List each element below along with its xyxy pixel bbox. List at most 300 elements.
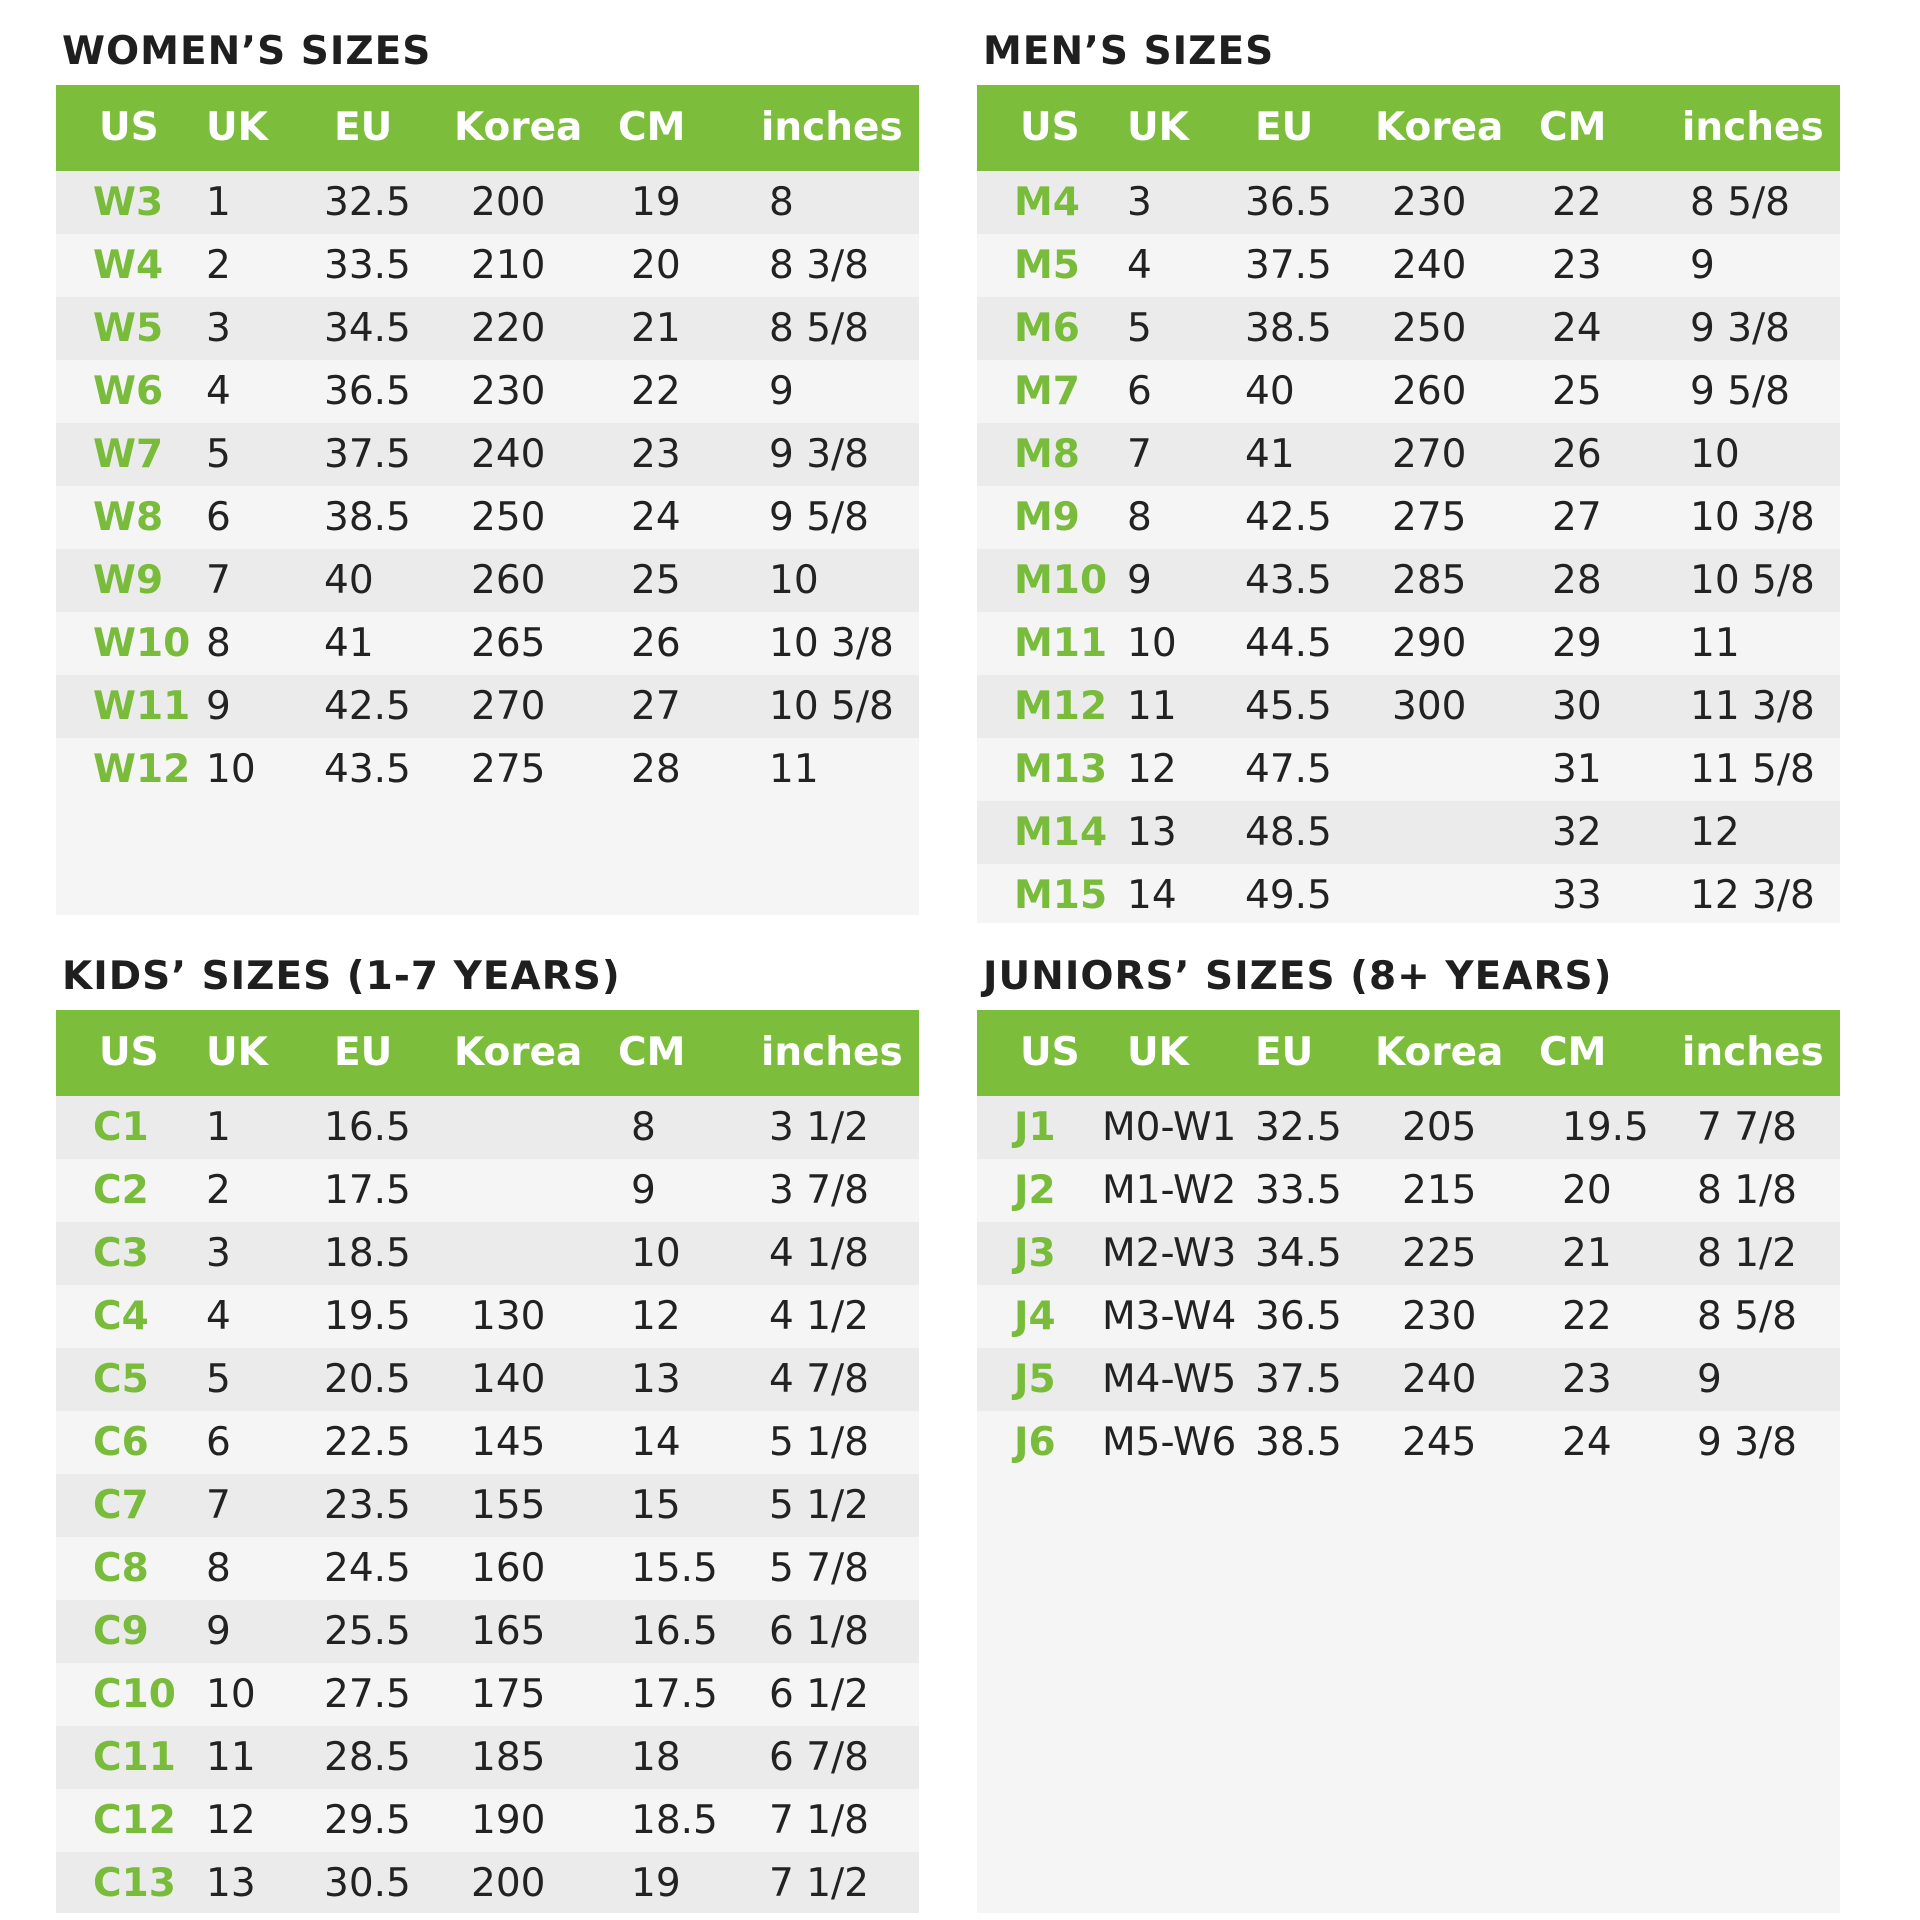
cell-eu: 33.5: [324, 243, 411, 288]
cell-us: M14: [1014, 810, 1108, 855]
cell-us: M7: [1014, 369, 1080, 414]
cell-eu: 17.5: [324, 1168, 411, 1213]
cell-uk: 5: [206, 1357, 231, 1402]
cell-uk: 1: [206, 180, 231, 225]
cell-uk: 7: [206, 1483, 231, 1528]
cell-cm: 8: [631, 1105, 656, 1150]
cell-inches: 9 3/8: [769, 432, 869, 477]
cell-eu: 40: [324, 558, 374, 603]
cell-cm: 15.5: [631, 1546, 718, 1591]
cell-uk: 9: [206, 1609, 231, 1654]
cell-inches: 10 5/8: [1690, 558, 1815, 603]
cell-cm: 19: [631, 180, 681, 225]
column-header-uk: UK: [206, 105, 268, 150]
cell-korea: 290: [1392, 621, 1467, 666]
cell-cm: 31: [1552, 747, 1602, 792]
cell-korea: 230: [471, 369, 546, 414]
cell-korea: 260: [1392, 369, 1467, 414]
cell-us: C1: [93, 1105, 149, 1150]
cell-korea: 190: [471, 1798, 546, 1843]
column-header-cm: CM: [1539, 105, 1607, 150]
table-row: [977, 612, 1840, 675]
cell-uk: M0-W1: [1102, 1105, 1237, 1150]
cell-korea: 270: [1392, 432, 1467, 477]
table-row: [56, 1852, 919, 1913]
cell-us: J5: [1014, 1357, 1056, 1402]
cell-inches: 5 1/2: [769, 1483, 869, 1528]
table-row: [56, 1348, 919, 1411]
cell-inches: 10 5/8: [769, 684, 894, 729]
cell-eu: 34.5: [324, 306, 411, 351]
cell-eu: 32.5: [1255, 1105, 1342, 1150]
cell-inches: 6 1/8: [769, 1609, 869, 1654]
table-row: [56, 1474, 919, 1537]
table-row: [977, 549, 1840, 612]
cell-us: J2: [1014, 1168, 1056, 1213]
cell-cm: 28: [631, 747, 681, 792]
cell-us: C10: [93, 1672, 176, 1717]
cell-korea: 285: [1392, 558, 1467, 603]
cell-us: C4: [93, 1294, 149, 1339]
size-table: [56, 85, 919, 915]
cell-inches: 9 3/8: [1697, 1420, 1797, 1465]
table-row: [56, 1537, 919, 1600]
column-header-korea: Korea: [1375, 1030, 1504, 1075]
cell-inches: 6 1/2: [769, 1672, 869, 1717]
cell-cm: 18.5: [631, 1798, 718, 1843]
cell-cm: 19.5: [1562, 1105, 1649, 1150]
table-row: [977, 801, 1840, 864]
cell-inches: 11 5/8: [1690, 747, 1815, 792]
cell-korea: 185: [471, 1735, 546, 1780]
cell-eu: 48.5: [1245, 810, 1332, 855]
cell-uk: 10: [206, 1672, 256, 1717]
cell-cm: 32: [1552, 810, 1602, 855]
cell-inches: 9 5/8: [769, 495, 869, 540]
cell-korea: 220: [471, 306, 546, 351]
cell-eu: 22.5: [324, 1420, 411, 1465]
cell-eu: 40: [1245, 369, 1295, 414]
cell-korea: 160: [471, 1546, 546, 1591]
cell-inches: 7 1/2: [769, 1861, 869, 1906]
cell-uk: M2-W3: [1102, 1231, 1237, 1276]
column-header-us: US: [99, 105, 159, 150]
cell-eu: 27.5: [324, 1672, 411, 1717]
cell-us: C3: [93, 1231, 149, 1276]
cell-korea: 275: [1392, 495, 1467, 540]
cell-cm: 9: [631, 1168, 656, 1213]
column-header-eu: EU: [1255, 105, 1314, 150]
cell-us: C11: [93, 1735, 176, 1780]
cell-inches: 8 1/2: [1697, 1231, 1797, 1276]
cell-us: W3: [93, 180, 164, 225]
cell-uk: M1-W2: [1102, 1168, 1237, 1213]
cell-eu: 37.5: [1255, 1357, 1342, 1402]
column-header-uk: UK: [1127, 1030, 1189, 1075]
cell-cm: 29: [1552, 621, 1602, 666]
cell-us: C13: [93, 1861, 176, 1906]
cell-uk: 12: [1127, 747, 1177, 792]
cell-eu: 37.5: [1245, 243, 1332, 288]
cell-inches: 8 3/8: [769, 243, 869, 288]
table-row: [56, 675, 919, 738]
cell-us: W9: [93, 558, 164, 603]
cell-us: C5: [93, 1357, 149, 1402]
cell-korea: 260: [471, 558, 546, 603]
cell-korea: 265: [471, 621, 546, 666]
size-table: [56, 1010, 919, 1913]
cell-korea: 155: [471, 1483, 546, 1528]
table-row: [977, 234, 1840, 297]
table-row: [56, 738, 919, 801]
cell-cm: 27: [1552, 495, 1602, 540]
table-row: [56, 486, 919, 549]
cell-uk: M3-W4: [1102, 1294, 1237, 1339]
cell-korea: 225: [1402, 1231, 1477, 1276]
cell-cm: 12: [631, 1294, 681, 1339]
cell-inches: 9 5/8: [1690, 369, 1790, 414]
table-row: [977, 360, 1840, 423]
table-row: [56, 549, 919, 612]
cell-eu: 47.5: [1245, 747, 1332, 792]
cell-inches: 6 7/8: [769, 1735, 869, 1780]
cell-korea: 240: [1402, 1357, 1477, 1402]
cell-inches: 8: [769, 180, 794, 225]
cell-eu: 23.5: [324, 1483, 411, 1528]
cell-cm: 23: [1552, 243, 1602, 288]
cell-inches: 7 1/8: [769, 1798, 869, 1843]
cell-cm: 22: [631, 369, 681, 414]
cell-korea: 240: [471, 432, 546, 477]
cell-inches: 8 5/8: [1690, 180, 1790, 225]
cell-inches: 8 1/8: [1697, 1168, 1797, 1213]
table-row: [56, 423, 919, 486]
table-row: [56, 1222, 919, 1285]
cell-inches: 3 7/8: [769, 1168, 869, 1213]
cell-eu: 38.5: [324, 495, 411, 540]
cell-uk: 8: [1127, 495, 1152, 540]
cell-inches: 9: [1697, 1357, 1722, 1402]
column-header-inches: inches: [1682, 105, 1824, 150]
column-header-eu: EU: [334, 1030, 393, 1075]
cell-us: W5: [93, 306, 164, 351]
cell-us: W6: [93, 369, 164, 414]
cell-uk: 12: [206, 1798, 256, 1843]
cell-uk: 11: [206, 1735, 256, 1780]
cell-inches: 11: [769, 747, 819, 792]
table-row: [56, 1663, 919, 1726]
cell-us: C8: [93, 1546, 149, 1591]
cell-uk: 4: [1127, 243, 1152, 288]
cell-eu: 18.5: [324, 1231, 411, 1276]
cell-inches: 12 3/8: [1690, 873, 1815, 918]
cell-korea: 230: [1402, 1294, 1477, 1339]
cell-eu: 36.5: [1245, 180, 1332, 225]
cell-us: J3: [1014, 1231, 1056, 1276]
cell-eu: 24.5: [324, 1546, 411, 1591]
cell-eu: 28.5: [324, 1735, 411, 1780]
cell-cm: 20: [1562, 1168, 1612, 1213]
cell-us: C2: [93, 1168, 149, 1213]
cell-eu: 38.5: [1255, 1420, 1342, 1465]
cell-uk: 6: [206, 495, 231, 540]
cell-cm: 16.5: [631, 1609, 718, 1654]
cell-uk: 13: [206, 1861, 256, 1906]
cell-eu: 41: [1245, 432, 1295, 477]
cell-us: M4: [1014, 180, 1080, 225]
column-header-eu: EU: [334, 105, 393, 150]
cell-us: M11: [1014, 621, 1108, 666]
cell-us: W10: [93, 621, 191, 666]
cell-inches: 9: [769, 369, 794, 414]
column-header-eu: EU: [1255, 1030, 1314, 1075]
cell-inches: 11 3/8: [1690, 684, 1815, 729]
section-title: MEN’S SIZES: [983, 29, 1275, 74]
cell-korea: 205: [1402, 1105, 1477, 1150]
size-table: [977, 1010, 1840, 1913]
cell-us: W4: [93, 243, 164, 288]
cell-eu: 43.5: [1245, 558, 1332, 603]
cell-korea: 200: [471, 180, 546, 225]
section-title: JUNIORS’ SIZES (8+ YEARS): [983, 954, 1613, 999]
cell-uk: 13: [1127, 810, 1177, 855]
cell-korea: 210: [471, 243, 546, 288]
cell-eu: 42.5: [324, 684, 411, 729]
cell-inches: 10: [1690, 432, 1740, 477]
cell-inches: 5 7/8: [769, 1546, 869, 1591]
cell-uk: M5-W6: [1102, 1420, 1237, 1465]
cell-uk: 4: [206, 369, 231, 414]
cell-uk: M4-W5: [1102, 1357, 1237, 1402]
cell-eu: 45.5: [1245, 684, 1332, 729]
cell-inches: 11: [1690, 621, 1740, 666]
table-row: [977, 738, 1840, 801]
column-header-uk: UK: [206, 1030, 268, 1075]
cell-us: W11: [93, 684, 191, 729]
cell-us: M8: [1014, 432, 1080, 477]
cell-uk: 4: [206, 1294, 231, 1339]
cell-cm: 22: [1562, 1294, 1612, 1339]
column-header-us: US: [1020, 1030, 1080, 1075]
section-title: WOMEN’S SIZES: [62, 29, 432, 74]
cell-cm: 24: [1552, 306, 1602, 351]
cell-cm: 28: [1552, 558, 1602, 603]
column-header-us: US: [1020, 105, 1080, 150]
cell-uk: 5: [206, 432, 231, 477]
cell-cm: 22: [1552, 180, 1602, 225]
column-header-inches: inches: [761, 1030, 903, 1075]
cell-inches: 9: [1690, 243, 1715, 288]
cell-uk: 9: [206, 684, 231, 729]
cell-eu: 42.5: [1245, 495, 1332, 540]
cell-eu: 38.5: [1245, 306, 1332, 351]
table-header: [56, 1010, 919, 1096]
cell-uk: 8: [206, 1546, 231, 1591]
cell-us: J1: [1014, 1105, 1056, 1150]
table-row: [56, 1600, 919, 1663]
table-row: [56, 612, 919, 675]
table-row: [977, 1285, 1840, 1348]
table-row: [977, 864, 1840, 923]
cell-cm: 21: [631, 306, 681, 351]
cell-korea: 200: [471, 1861, 546, 1906]
cell-cm: 14: [631, 1420, 681, 1465]
cell-inches: 10 3/8: [769, 621, 894, 666]
cell-uk: 7: [1127, 432, 1152, 477]
cell-eu: 49.5: [1245, 873, 1332, 918]
cell-cm: 24: [631, 495, 681, 540]
column-header-inches: inches: [761, 105, 903, 150]
column-header-inches: inches: [1682, 1030, 1824, 1075]
table-row: [977, 171, 1840, 234]
cell-us: J6: [1014, 1420, 1056, 1465]
cell-eu: 44.5: [1245, 621, 1332, 666]
column-header-uk: UK: [1127, 105, 1189, 150]
cell-cm: 10: [631, 1231, 681, 1276]
cell-us: W8: [93, 495, 164, 540]
table-row: [56, 1096, 919, 1159]
cell-korea: 245: [1402, 1420, 1477, 1465]
cell-uk: 10: [1127, 621, 1177, 666]
cell-cm: 21: [1562, 1231, 1612, 1276]
cell-cm: 23: [1562, 1357, 1612, 1402]
cell-korea: 145: [471, 1420, 546, 1465]
cell-korea: 270: [471, 684, 546, 729]
cell-eu: 29.5: [324, 1798, 411, 1843]
cell-uk: 7: [206, 558, 231, 603]
cell-korea: 215: [1402, 1168, 1477, 1213]
table-row: [56, 1411, 919, 1474]
table-row: [977, 1222, 1840, 1285]
cell-uk: 6: [206, 1420, 231, 1465]
cell-uk: 6: [1127, 369, 1152, 414]
table-row: [56, 171, 919, 234]
cell-us: C12: [93, 1798, 176, 1843]
cell-cm: 25: [1552, 369, 1602, 414]
table-row: [56, 1159, 919, 1222]
cell-cm: 24: [1562, 1420, 1612, 1465]
cell-inches: 3 1/2: [769, 1105, 869, 1150]
cell-eu: 20.5: [324, 1357, 411, 1402]
cell-cm: 17.5: [631, 1672, 718, 1717]
cell-korea: 250: [1392, 306, 1467, 351]
cell-eu: 36.5: [324, 369, 411, 414]
cell-uk: 3: [206, 306, 231, 351]
cell-uk: 8: [206, 621, 231, 666]
cell-us: M12: [1014, 684, 1108, 729]
cell-cm: 23: [631, 432, 681, 477]
cell-cm: 27: [631, 684, 681, 729]
cell-inches: 4 7/8: [769, 1357, 869, 1402]
table-row: [56, 1285, 919, 1348]
table-row: [977, 297, 1840, 360]
cell-inches: 4 1/8: [769, 1231, 869, 1276]
cell-inches: 8 5/8: [769, 306, 869, 351]
cell-eu: 16.5: [324, 1105, 411, 1150]
table-row: [56, 360, 919, 423]
cell-inches: 10 3/8: [1690, 495, 1815, 540]
cell-uk: 14: [1127, 873, 1177, 918]
cell-inches: 5 1/8: [769, 1420, 869, 1465]
cell-cm: 33: [1552, 873, 1602, 918]
cell-uk: 5: [1127, 306, 1152, 351]
cell-korea: 250: [471, 495, 546, 540]
cell-korea: 130: [471, 1294, 546, 1339]
cell-us: W7: [93, 432, 164, 477]
cell-inches: 9 3/8: [1690, 306, 1790, 351]
cell-korea: 300: [1392, 684, 1467, 729]
cell-eu: 36.5: [1255, 1294, 1342, 1339]
cell-uk: 3: [1127, 180, 1152, 225]
section-title: KIDS’ SIZES (1-7 YEARS): [62, 954, 621, 999]
cell-us: W12: [93, 747, 191, 792]
cell-eu: 19.5: [324, 1294, 411, 1339]
cell-us: M15: [1014, 873, 1108, 918]
cell-eu: 37.5: [324, 432, 411, 477]
column-header-cm: CM: [618, 1030, 686, 1075]
cell-eu: 32.5: [324, 180, 411, 225]
table-row: [977, 1411, 1840, 1474]
cell-cm: 15: [631, 1483, 681, 1528]
cell-cm: 18: [631, 1735, 681, 1780]
cell-us: M6: [1014, 306, 1080, 351]
cell-inches: 8 5/8: [1697, 1294, 1797, 1339]
table-header: [56, 85, 919, 171]
table-row: [56, 1726, 919, 1789]
cell-us: J4: [1014, 1294, 1056, 1339]
table-row: [977, 675, 1840, 738]
table-header: [977, 1010, 1840, 1096]
table-row: [56, 297, 919, 360]
table-row: [977, 423, 1840, 486]
cell-cm: 26: [631, 621, 681, 666]
table-row: [977, 486, 1840, 549]
cell-cm: 30: [1552, 684, 1602, 729]
cell-inches: 12: [1690, 810, 1740, 855]
cell-korea: 165: [471, 1609, 546, 1654]
cell-eu: 30.5: [324, 1861, 411, 1906]
cell-us: C7: [93, 1483, 149, 1528]
cell-cm: 19: [631, 1861, 681, 1906]
column-header-korea: Korea: [454, 105, 583, 150]
cell-eu: 41: [324, 621, 374, 666]
column-header-cm: CM: [1539, 1030, 1607, 1075]
table-row: [977, 1348, 1840, 1411]
column-header-cm: CM: [618, 105, 686, 150]
cell-us: C6: [93, 1420, 149, 1465]
column-header-korea: Korea: [454, 1030, 583, 1075]
cell-cm: 20: [631, 243, 681, 288]
cell-uk: 9: [1127, 558, 1152, 603]
table-row: [56, 234, 919, 297]
cell-eu: 34.5: [1255, 1231, 1342, 1276]
cell-eu: 25.5: [324, 1609, 411, 1654]
table-row: [977, 1159, 1840, 1222]
cell-korea: 230: [1392, 180, 1467, 225]
table-row: [56, 1789, 919, 1852]
cell-uk: 3: [206, 1231, 231, 1276]
cell-korea: 175: [471, 1672, 546, 1717]
cell-uk: 2: [206, 243, 231, 288]
cell-us: M5: [1014, 243, 1080, 288]
cell-korea: 140: [471, 1357, 546, 1402]
cell-us: M10: [1014, 558, 1108, 603]
size-table: [977, 85, 1840, 923]
cell-inches: 10: [769, 558, 819, 603]
cell-uk: 11: [1127, 684, 1177, 729]
cell-uk: 10: [206, 747, 256, 792]
cell-cm: 13: [631, 1357, 681, 1402]
